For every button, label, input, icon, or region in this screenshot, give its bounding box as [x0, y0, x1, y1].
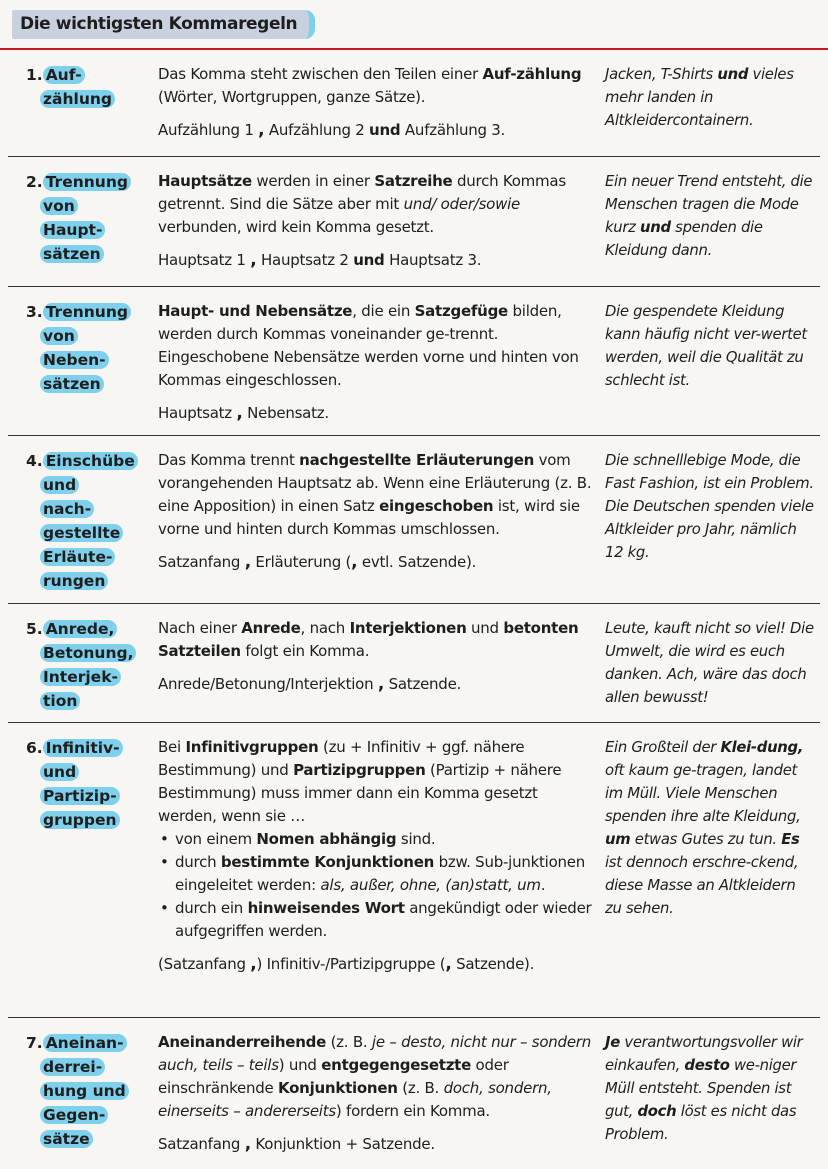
rule-name-highlight: Neben- [40, 351, 109, 369]
rule-name-highlight: Einschübe [43, 452, 138, 470]
rule-row [8, 723, 820, 1018]
rule-name-highlight: zählung [40, 90, 115, 108]
rule-name-line [26, 87, 131, 111]
rule-name-highlight: sätzen [40, 245, 104, 263]
rule-name [26, 170, 131, 266]
rule-number: 3. [26, 303, 43, 321]
rule-name-line [26, 641, 134, 665]
rule-formula: Satzanfang , Erläuterung (, evtl. Satzende). [158, 552, 477, 572]
rule-name-highlight: und [40, 763, 79, 781]
rule-name-highlight: hung und [40, 1082, 129, 1100]
rule-name [26, 736, 131, 832]
rule-text: Aneinanderreihende (z. B. je – desto, nicht nur – sondern auch, teils – teils) und entgegengesetzte oder einschränkende Konjunktionen (z. B. doch, sondern, einerseits – andererseits) fordern ein Komma. [158, 1033, 591, 1120]
rule-formula: Satzanfang , Konjunktion + Satzende. [158, 1134, 435, 1154]
rule-name-line [26, 348, 131, 372]
rule-example: Die schnelllebige Mode, die Fast Fashion, ist ein Problem. Die Deutschen spenden viele Altkleider pro Jahr, nämlich 12 kg. [605, 452, 814, 561]
rule-name [26, 1031, 131, 1151]
rule-name-highlight: von [40, 327, 78, 345]
rule-formula: Hauptsatz 1 , Hauptsatz 2 und Hauptsatz 3. [158, 250, 482, 270]
rule-name-highlight: gestellte [40, 524, 123, 542]
rule-text: Nach einer Anrede, nach Interjektionen und betonten Satzteilen folgt ein Komma. [158, 619, 579, 660]
rule-example: Leute, kauft nicht so viel! Die Umwelt, die wird es euch danken. Ach, wäre das doch allen bewusst! [605, 620, 814, 706]
rule-name [26, 449, 135, 593]
rule-name-highlight: Aneinan- [43, 1034, 127, 1052]
rule-name-line [26, 324, 131, 348]
rule-name-line [26, 1031, 131, 1055]
rule-name-highlight: Haupt- [40, 221, 105, 239]
rule-row [8, 1018, 820, 1169]
rule-description [158, 736, 596, 976]
rule-text: Bei Infinitivgruppen (zu + Infinitiv + ggf. nähere Bestimmung) und Partizipgruppen (Partizip + nähere Bestimmung) muss immer dann ein Komma gesetzt werden, wenn sie … • von einem Nomen abhängig sind. • durch bestimmte Konjunktionen bzw. Sub-junktionen eingeleitet werden: als, außer, ohne, (an)statt, um. • durch ein hinweisendes Wort angekündigt oder wieder aufgegriffen werden. [158, 736, 596, 943]
rule-name-highlight: tion [40, 692, 80, 710]
rule-name-highlight: sätze [40, 1130, 93, 1148]
rule-example: Die gespendete Kleidung kann häufig nicht ver-wertet werden, weil die Qualität zu schlecht ist. [605, 303, 807, 389]
rule-formula: Hauptsatz , Nebensatz. [158, 403, 329, 423]
rule-example: Je verantwortungsvoller wir einkaufen, desto we-niger Müll entsteht. Spenden ist gut, doch löst es nicht das Problem. [605, 1034, 803, 1143]
rule-row [8, 604, 820, 723]
rule-name-line [26, 689, 131, 713]
rule-name-highlight: sätzen [40, 375, 104, 393]
rule-name-line [26, 194, 131, 218]
rule-name-highlight: und nach- [40, 476, 94, 518]
rule-description [158, 1031, 596, 1156]
rule-name-line [26, 545, 131, 569]
rule-number: 5. [26, 620, 43, 638]
rule-name [26, 300, 131, 396]
rule-text: Das Komma trennt nachgestellte Erläuterungen vom vorangehenden Hauptsatz ab. Wenn eine Erläuterung (z. B. eine Apposition) in einen Satz eingeschoben ist, wird sie vorne und hinten durch Kommas umschlossen. [158, 451, 592, 538]
rule-name-highlight: rungen [40, 572, 108, 590]
rule-name-line [26, 1103, 131, 1127]
rule-number: 7. [26, 1034, 43, 1052]
rule-name-highlight: Auf- [43, 66, 85, 84]
rule-name-line [26, 665, 131, 689]
rule-name-line [26, 784, 131, 808]
rule-name-highlight: gruppen [40, 811, 120, 829]
rule-name-line [26, 473, 131, 521]
rule-name-line [26, 449, 135, 473]
rule-description [158, 449, 596, 574]
rule-name-line [26, 808, 131, 832]
rule-formula: Anrede/Betonung/Interjektion , Satzende. [158, 674, 462, 694]
rule-name-highlight: derrei- [40, 1058, 105, 1076]
rule-description [158, 63, 596, 142]
rule-example: Ein neuer Trend entsteht, die Menschen tragen die Mode kurz und spenden die Kleidung dann. [605, 173, 813, 259]
rule-name-line [26, 617, 131, 641]
rule-row [8, 287, 820, 436]
rule-formula: (Satzanfang ,) Infinitiv-/Partizipgruppe (, Satzende). [158, 954, 535, 974]
page-title: Die wichtigsten Kommaregeln [12, 10, 315, 39]
rule-row [8, 157, 820, 287]
rule-name-line [26, 569, 131, 593]
rule-description [158, 300, 596, 425]
rule-description [158, 170, 596, 272]
rule-name-line [26, 1127, 131, 1151]
rule-text: Das Komma steht zwischen den Teilen einer Auf-zählung (Wörter, Wortgruppen, ganze Sätze). [158, 65, 582, 106]
rule-name-highlight: Infinitiv- [43, 739, 123, 757]
rule-text: Haupt- und Nebensätze, die ein Satzgefüge bilden, werden durch Kommas voneinander ge-trennt. Eingeschobene Nebensätze werden vorne und hinten von Kommas eingeschlossen. [158, 302, 579, 389]
rule-number: 2. [26, 173, 43, 191]
rule-name-highlight: Gegen- [40, 1106, 108, 1124]
rule-name-line [26, 300, 131, 324]
rule-name-line [26, 521, 131, 545]
rule-name-highlight: Trennung [43, 303, 131, 321]
rule-name-highlight: Betonung, [40, 644, 136, 662]
rule-name-highlight: Interjek- [40, 668, 121, 686]
rule-description [158, 617, 596, 696]
rule-name-highlight: Anrede, [43, 620, 118, 638]
rule-example: Ein Großteil der Klei-dung, oft kaum ge-tragen, landet im Müll. Viele Menschen spenden ihre alte Kleidung, um etwas Gutes zu tun. Es ist dennoch erschre-ckend, diese Masse an Altkleidern zu sehen. [605, 739, 804, 917]
rule-name [26, 617, 134, 713]
rule-number: 6. [26, 739, 43, 757]
rule-name-highlight: Partizip- [40, 787, 120, 805]
rule-number: 1. [26, 66, 43, 84]
rule-name-line [26, 218, 131, 242]
rule-name-highlight: Trennung [43, 173, 131, 191]
rule-name [26, 63, 131, 111]
rule-text: Hauptsätze werden in einer Satzreihe durch Kommas getrennt. Sind die Sätze aber mit und/ oder/sowie verbunden, wird kein Komma gesetzt. [158, 172, 566, 236]
rule-name-line [26, 170, 131, 194]
rule-row [8, 50, 820, 157]
rule-formula: Aufzählung 1 , Aufzählung 2 und Aufzählung 3. [158, 120, 506, 140]
rule-name-highlight: von [40, 197, 78, 215]
rule-name-line [26, 372, 131, 396]
rule-name-line [26, 1079, 131, 1103]
rule-row [8, 436, 820, 604]
rule-name-line [26, 736, 131, 760]
rule-name-line [26, 242, 131, 266]
rule-number: 4. [26, 452, 43, 470]
rule-example: Jacken, T-Shirts und vieles mehr landen in Altkleidercontainern. [605, 66, 794, 129]
rule-name-line [26, 1055, 131, 1079]
rule-name-line [26, 63, 131, 87]
rule-name-highlight: Erläute- [40, 548, 115, 566]
rule-name-line [26, 760, 131, 784]
